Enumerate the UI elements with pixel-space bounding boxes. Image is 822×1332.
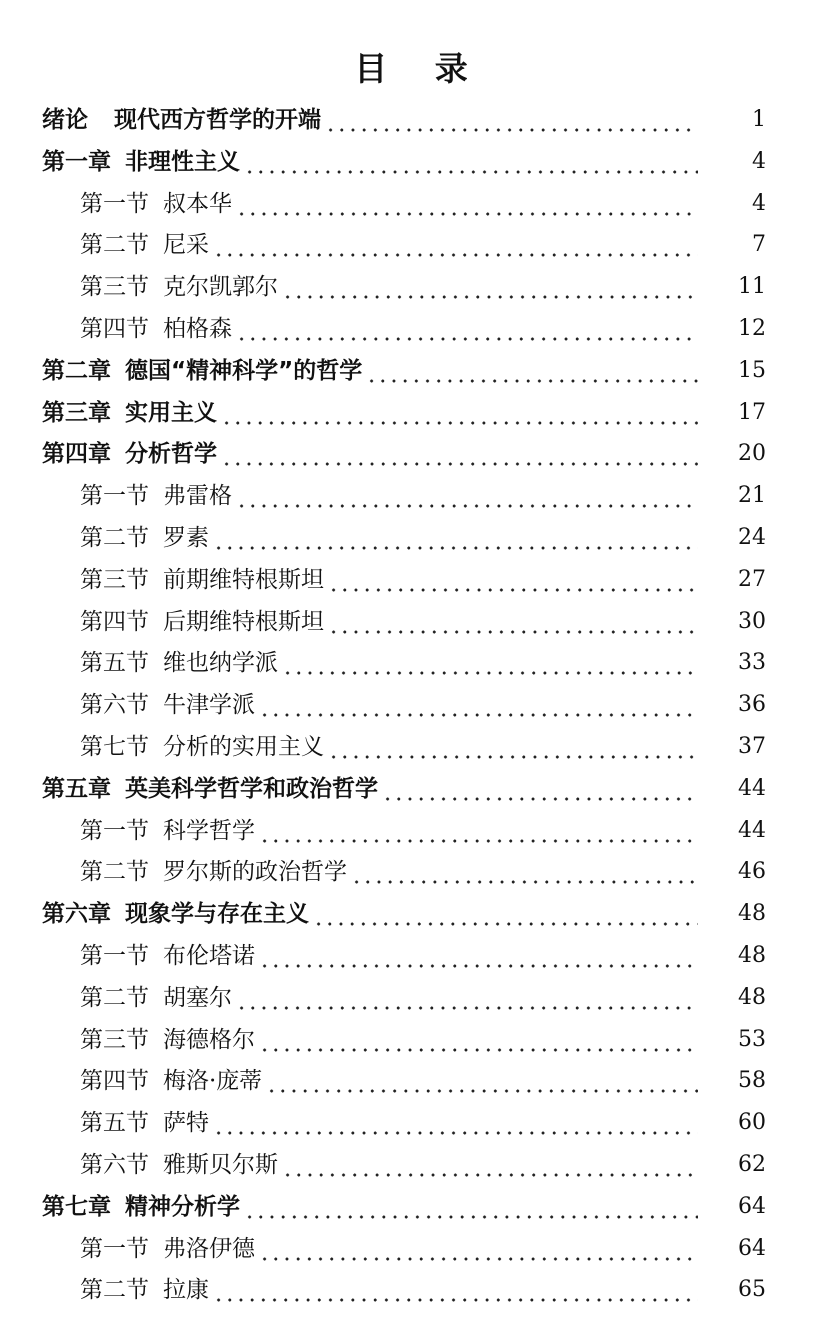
toc-page-number: 37 xyxy=(738,734,766,759)
toc-page-number: 36 xyxy=(738,692,766,718)
toc-entry-title: 现代西方哲学的开端 xyxy=(114,107,321,133)
toc-entry-label xyxy=(0,1103,209,1143)
toc-page-number: 4 xyxy=(752,148,766,174)
toc-entry-number: 第四节 xyxy=(80,608,149,635)
toc-chapter-entry[interactable] xyxy=(0,769,822,809)
toc-page-number: 46 xyxy=(738,859,766,885)
toc-chapter-entry[interactable] xyxy=(0,142,822,182)
toc-entry-number: 第四节 xyxy=(80,316,149,342)
dot-leader xyxy=(282,267,698,307)
toc-entry-label xyxy=(0,142,240,182)
dot-leader xyxy=(259,811,698,851)
toc-section-entry[interactable] xyxy=(0,852,822,892)
toc-page-number: 60 xyxy=(738,1110,766,1136)
dot-leader xyxy=(259,1020,698,1060)
toc-section-entry[interactable] xyxy=(0,1229,822,1269)
toc-entry-label xyxy=(0,852,347,892)
toc-entry-title: 分析的实用主义 xyxy=(163,734,324,760)
toc-entry-number: 第一章 xyxy=(42,148,111,175)
dot-leader xyxy=(236,978,698,1018)
toc-entry-label xyxy=(0,434,217,474)
toc-entry-title: 布伦塔诺 xyxy=(163,943,255,969)
toc-entry-label xyxy=(0,393,217,433)
toc-page-number: 44 xyxy=(738,775,766,801)
toc-entry-number: 绪论 xyxy=(42,107,88,133)
toc-entry-number: 第二节 xyxy=(80,1277,149,1304)
toc-section-entry[interactable] xyxy=(0,1103,822,1143)
toc-entry-label xyxy=(0,936,255,976)
toc-entry-number: 第一节 xyxy=(80,1235,149,1262)
toc-entry-number: 第三章 xyxy=(42,399,111,426)
dot-leader xyxy=(236,184,698,224)
toc-page-number: 21 xyxy=(738,483,766,509)
toc-entry-title: 柏格森 xyxy=(163,316,232,342)
toc-entry-number: 第二节 xyxy=(80,525,149,551)
dot-leader xyxy=(213,1103,698,1143)
dot-leader xyxy=(325,100,698,140)
toc-entry-label xyxy=(0,727,324,767)
toc-entry-label xyxy=(0,100,321,140)
toc-page-number: 11 xyxy=(738,274,766,300)
toc-entry-number: 第二节 xyxy=(80,984,149,1011)
toc-entry-label xyxy=(0,602,324,642)
toc-entry-number: 第二节 xyxy=(80,232,149,259)
toc-entry-title: 罗尔斯的政治哲学 xyxy=(163,859,347,886)
toc-page-number: 58 xyxy=(738,1068,766,1094)
toc-chapter-entry[interactable] xyxy=(0,894,822,934)
toc-entry-number: 第一节 xyxy=(80,817,149,844)
toc-page-number: 53 xyxy=(738,1026,766,1052)
toc-page-number: 33 xyxy=(738,650,766,676)
toc-entry-title: 拉康 xyxy=(163,1277,209,1304)
dot-leader xyxy=(213,1270,698,1310)
toc-entry-number: 第四章 xyxy=(42,441,111,468)
toc-page-number: 27 xyxy=(738,566,766,592)
toc-entry-label xyxy=(0,267,278,307)
toc-entry-label xyxy=(0,1020,255,1060)
toc-entry-label xyxy=(0,1229,255,1269)
toc-section-entry[interactable] xyxy=(0,184,822,224)
toc-section-entry[interactable] xyxy=(0,727,822,767)
toc-section-entry[interactable] xyxy=(0,602,822,642)
toc-page-number: 7 xyxy=(752,232,766,258)
toc-section-entry[interactable] xyxy=(0,225,822,265)
dot-leader xyxy=(328,602,698,642)
toc-chapter-entry[interactable] xyxy=(0,100,822,140)
toc-entry-number: 第六节 xyxy=(80,692,149,719)
toc-entry-title: 分析哲学 xyxy=(125,441,217,468)
toc-chapter-entry[interactable] xyxy=(0,393,822,433)
dot-leader xyxy=(259,936,698,976)
toc-page-number: 44 xyxy=(738,817,766,843)
toc-page-number: 30 xyxy=(738,608,766,634)
dot-leader xyxy=(266,1061,698,1101)
toc-entry-label xyxy=(0,225,209,265)
toc-entry-label xyxy=(0,309,232,349)
toc-entry-title: 英美科学哲学和政治哲学 xyxy=(125,775,378,802)
toc-entry-number: 第三节 xyxy=(80,566,149,593)
toc-page-number: 12 xyxy=(738,316,766,341)
toc-entry-title: 非理性主义 xyxy=(125,148,240,175)
toc-section-entry[interactable] xyxy=(0,811,822,851)
page-title: 目 录 xyxy=(354,49,486,88)
toc-entry-number: 第三节 xyxy=(80,1026,149,1053)
toc-page-number: 15 xyxy=(738,357,766,383)
toc-entry-title: 弗洛伊德 xyxy=(163,1235,255,1262)
toc-section-entry[interactable] xyxy=(0,518,822,558)
toc-entry-number: 第六节 xyxy=(80,1152,149,1178)
toc-entry-label xyxy=(0,685,255,725)
toc-entry-number: 第七章 xyxy=(42,1193,111,1220)
toc-page-number: 1 xyxy=(752,107,766,132)
dot-leader xyxy=(282,643,698,683)
toc-section-entry[interactable] xyxy=(0,643,822,683)
dot-leader xyxy=(328,560,698,600)
toc-entry-title: 德国“精神科学”的哲学 xyxy=(125,357,363,384)
toc-entry-label xyxy=(0,351,362,391)
toc-page-number: 48 xyxy=(738,901,766,927)
toc-section-entry[interactable] xyxy=(0,1061,822,1101)
toc-entry-title: 萨特 xyxy=(163,1110,209,1137)
toc-page-number: 17 xyxy=(738,399,766,425)
toc-entry-title: 精神分析学 xyxy=(125,1193,240,1220)
toc-entry-number: 第一节 xyxy=(80,190,149,217)
toc-chapter-entry[interactable] xyxy=(0,1187,822,1227)
dot-leader xyxy=(236,309,698,349)
toc-entry-title: 前期维特根斯坦 xyxy=(163,566,324,593)
toc-section-entry[interactable] xyxy=(0,267,822,307)
toc-entry-title: 梅洛·庞蒂 xyxy=(163,1068,263,1095)
toc-entry-label xyxy=(0,811,255,851)
toc-page-number: 62 xyxy=(738,1152,766,1177)
toc-entry-label xyxy=(0,894,309,934)
toc-entry-title: 雅斯贝尔斯 xyxy=(163,1152,278,1178)
toc-entry-number: 第五节 xyxy=(80,650,149,677)
toc-section-entry[interactable] xyxy=(0,560,822,600)
dot-leader xyxy=(213,518,698,558)
toc-page-number: 24 xyxy=(738,525,766,550)
toc-entry-title: 维也纳学派 xyxy=(163,650,278,677)
dot-leader xyxy=(236,476,698,516)
toc-page-number: 20 xyxy=(738,441,766,467)
toc-section-entry[interactable] xyxy=(0,476,822,516)
dot-leader xyxy=(259,685,698,725)
toc-entry-label xyxy=(0,978,232,1018)
toc-entry-number: 第五章 xyxy=(42,775,111,802)
toc-page-number: 65 xyxy=(738,1277,766,1303)
toc-entry-title: 克尔凯郭尔 xyxy=(163,274,278,301)
toc-entry-title: 弗雷格 xyxy=(163,483,232,510)
toc-entry-title: 科学哲学 xyxy=(163,817,255,844)
toc-entry-number: 第三节 xyxy=(80,274,149,301)
toc-page-number: 4 xyxy=(752,190,766,216)
toc-page-number: 64 xyxy=(738,1235,766,1261)
dot-leader xyxy=(382,769,698,809)
toc-section-entry[interactable] xyxy=(0,309,822,349)
dot-leader xyxy=(351,852,698,892)
toc-entry-label xyxy=(0,643,278,683)
toc-entry-title: 胡塞尔 xyxy=(163,984,232,1011)
toc-page-number: 48 xyxy=(738,984,766,1010)
toc-entry-title: 现象学与存在主义 xyxy=(125,901,309,928)
dot-leader xyxy=(221,434,698,474)
toc-entry-title: 海德格尔 xyxy=(163,1026,255,1053)
toc-entry-label xyxy=(0,476,232,516)
dot-leader xyxy=(213,225,698,265)
toc-entry-label xyxy=(0,769,378,809)
toc-entry-number: 第四节 xyxy=(80,1068,149,1095)
dot-leader xyxy=(221,393,698,433)
toc-entry-label xyxy=(0,518,209,558)
toc-entry-label xyxy=(0,184,232,224)
toc-chapter-entry[interactable] xyxy=(0,434,822,474)
dot-leader xyxy=(259,1229,698,1269)
toc-page-number: 48 xyxy=(738,943,766,968)
dot-leader xyxy=(328,727,698,767)
toc-entry-number: 第七节 xyxy=(80,734,149,760)
toc-chapter-entry[interactable] xyxy=(0,351,822,391)
toc-entry-title: 罗素 xyxy=(163,525,209,551)
toc-section-entry[interactable] xyxy=(0,978,822,1018)
toc-section-entry[interactable] xyxy=(0,1145,822,1185)
toc-section-entry[interactable] xyxy=(0,1270,822,1310)
toc-entry-number: 第六章 xyxy=(42,901,111,928)
dot-leader xyxy=(282,1145,698,1185)
dot-leader xyxy=(244,1187,698,1227)
toc-entry-number: 第一节 xyxy=(80,943,149,969)
toc-entry-number: 第二节 xyxy=(80,859,149,886)
toc-entry-number: 第五节 xyxy=(80,1110,149,1137)
toc-page-number: 64 xyxy=(738,1193,766,1219)
toc-entry-title: 尼采 xyxy=(163,232,209,259)
toc-entry-number: 第二章 xyxy=(42,357,111,384)
toc-entry-number: 第一节 xyxy=(80,483,149,510)
dot-leader xyxy=(366,351,698,391)
toc-entry-title: 后期维特根斯坦 xyxy=(163,608,324,635)
toc-entry-title: 牛津学派 xyxy=(163,692,255,719)
toc-entry-label xyxy=(0,1061,262,1101)
dot-leader xyxy=(244,142,698,182)
toc-entry-title: 叔本华 xyxy=(163,190,232,217)
toc-entry-label xyxy=(0,1187,240,1227)
toc-section-entry[interactable] xyxy=(0,1020,822,1060)
dot-leader xyxy=(313,894,698,934)
toc-entry-label xyxy=(0,1145,278,1185)
toc-section-entry[interactable] xyxy=(0,936,822,976)
toc-section-entry[interactable] xyxy=(0,685,822,725)
toc-entry-label xyxy=(0,1270,209,1310)
toc-entry-title: 实用主义 xyxy=(125,399,217,426)
toc-entry-label xyxy=(0,560,324,600)
